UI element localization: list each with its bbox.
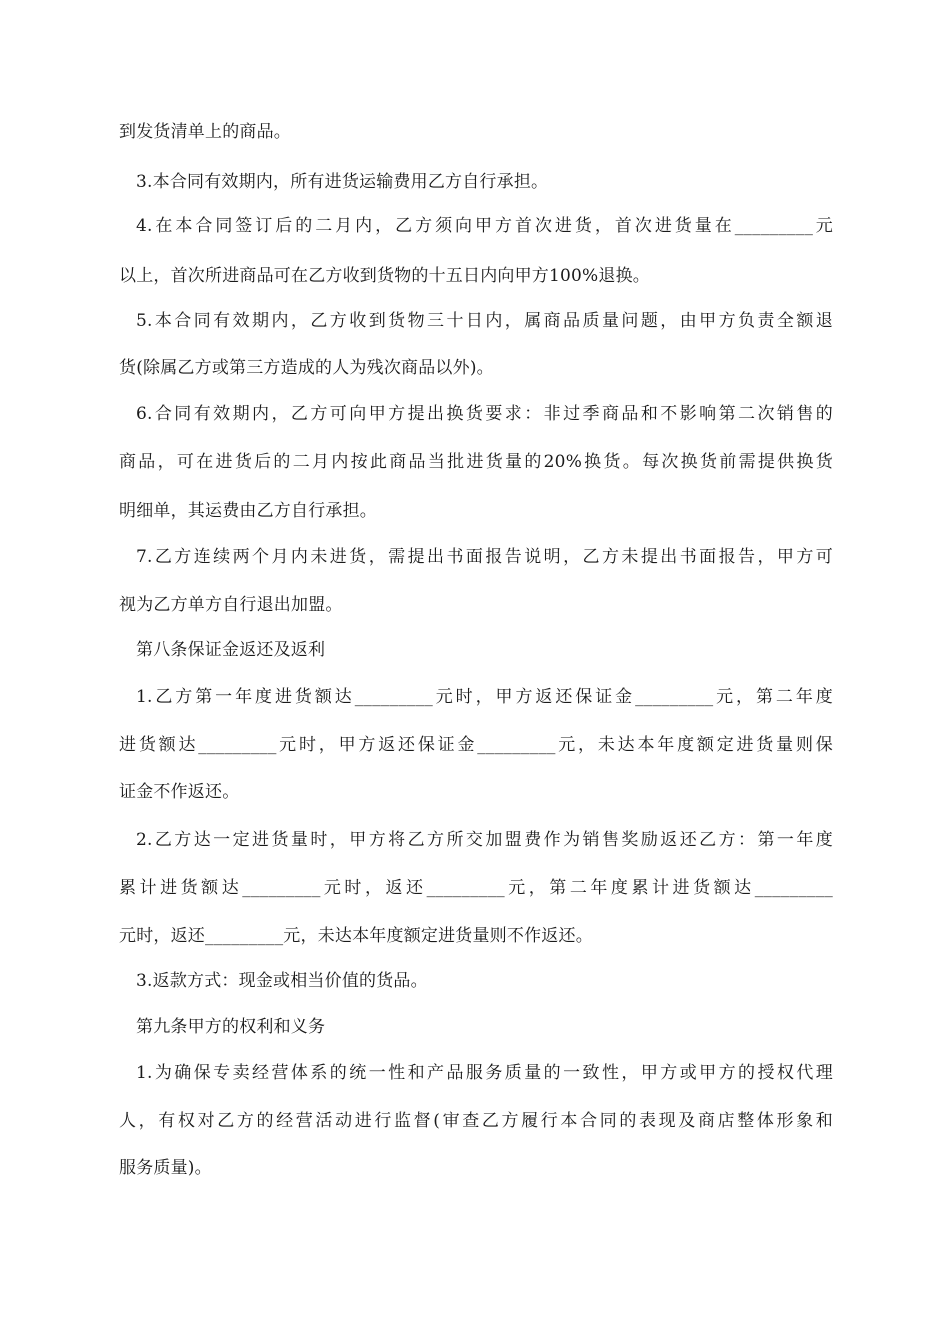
paragraph-line: 货(除属乙方或第三方造成的人为残次商品以外)。 [119,358,494,378]
clause-3-line: 3.本合同有效期内，所有进货运输费用乙方自行承担。 [136,172,549,192]
paragraph-line: 以上，首次所进商品可在乙方收到货物的十五日内向甲方100%退换。 [119,266,650,286]
clause-5-line: 5.本合同有效期内，乙方收到货物三十日内，属商品质量问题，由甲方负责全额退 [136,311,833,331]
article-9-heading: 第九条甲方的权利和义务 [136,1017,326,1037]
clause-7-line: 7.乙方连续两个月内未进货，需提出书面报告说明，乙方未提出书面报告，甲方可 [136,547,833,567]
clause-4-line: 4.在本合同签订后的二月内，乙方须向甲方首次进货，首次进货量在_________元 [136,216,833,236]
paragraph-line: 商品，可在进货后的二月内按此商品当批进货量的20%换货。每次换货前需提供换货 [119,452,833,472]
paragraph-line: 视为乙方单方自行退出加盟。 [119,595,343,615]
clause-2-line: 2.乙方达一定进货量时，甲方将乙方所交加盟费作为销售奖励返还乙方：第一年度 [136,830,833,850]
clause-1-line: 1.乙方第一年度进货额达_________元时，甲方返还保证金_________元，第二年度 [136,687,833,707]
paragraph-line: 服务质量)。 [119,1158,212,1178]
paragraph-line: 证金不作返还。 [119,782,240,802]
paragraph-line: 累计进货额达_________元时，返还_________元，第二年度累计进货额达_________ [119,878,833,898]
clause-6-line: 6.合同有效期内，乙方可向甲方提出换货要求：非过季商品和不影响第二次销售的 [136,404,833,424]
paragraph-line: 明细单，其运费由乙方自行承担。 [119,501,377,521]
paragraph-line: 到发货清单上的商品。 [119,122,291,142]
paragraph-line: 元时，返还_________元，未达本年度额定进货量则不作返还。 [119,926,593,946]
clause-3-line: 3.返款方式：现金或相当价值的货品。 [136,971,428,991]
paragraph-line: 人，有权对乙方的经营活动进行监督(审查乙方履行本合同的表现及商店整体形象和 [119,1111,833,1131]
article-8-heading: 第八条保证金返还及返利 [136,640,326,660]
clause-1-line: 1.为确保专卖经营体系的统一性和产品服务质量的一致性，甲方或甲方的授权代理 [136,1063,833,1083]
paragraph-line: 进货额达_________元时，甲方返还保证金_________元，未达本年度额定进货量则保 [119,735,833,755]
